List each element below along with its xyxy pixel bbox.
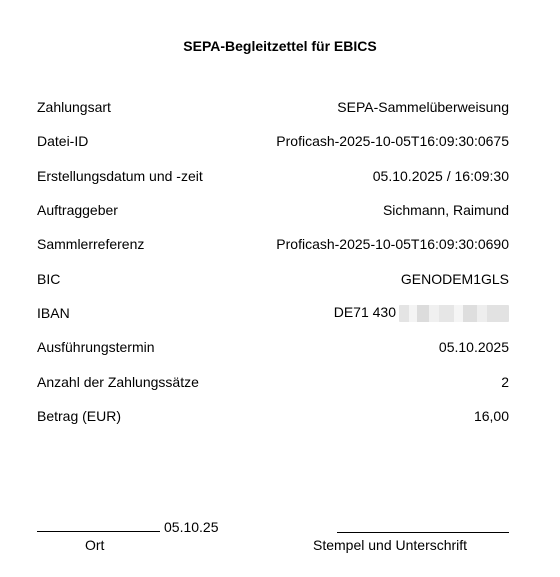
row-value: 16,00 — [473, 407, 509, 424]
row-label: IBAN — [37, 304, 70, 321]
row-value: Sichmann, Raimund — [382, 202, 509, 219]
row-value: 05.10.2025 — [438, 339, 509, 356]
row-label: Anzahl der Zahlungssätze — [37, 373, 199, 390]
row-zahlungsart — [37, 90, 509, 124]
row-label: Betrag (EUR) — [37, 407, 122, 424]
row-value: 2 — [501, 373, 509, 390]
redacted-blur — [399, 305, 509, 322]
row-betrag — [37, 399, 509, 433]
row-label: Erstellungsdatum und -zeit — [37, 167, 203, 184]
row-label: Sammlerreferenz — [37, 236, 145, 253]
row-value: Proficash-2025-10-05T16:09:30:0690 — [276, 236, 509, 253]
iban-visible-part: DE71 430 — [333, 304, 396, 321]
row-anzahl-zahlungssaetze — [37, 364, 509, 398]
row-value: Proficash-2025-10-05T16:09:30:0675 — [276, 133, 509, 150]
row-ausfuehrungstermin — [37, 330, 509, 364]
stamp-signature-label: Stempel und Unterschrift — [313, 537, 468, 553]
row-erstellungsdatum — [37, 159, 509, 193]
details-list — [37, 90, 509, 433]
row-value: 05.10.2025 / 16:09:30 — [372, 167, 509, 184]
row-label: Zahlungsart — [37, 99, 111, 116]
place-date-signature-line — [37, 519, 219, 535]
row-sammlerreferenz — [37, 227, 509, 261]
place-line — [37, 519, 160, 532]
stamp-signature-line — [337, 519, 509, 533]
row-label: Datei-ID — [37, 133, 89, 150]
row-iban — [37, 296, 509, 330]
place-label: Ort — [85, 537, 105, 553]
row-value — [334, 304, 509, 322]
row-value: GENODEM1GLS — [400, 270, 509, 287]
row-label: Auftraggeber — [37, 202, 118, 219]
row-label: Ausführungstermin — [37, 339, 155, 356]
row-label: BIC — [37, 270, 61, 287]
signature-date: 05.10.25 — [164, 519, 219, 535]
document-title: SEPA-Begleitzettel für EBICS — [183, 38, 377, 54]
row-bic — [37, 261, 509, 295]
row-auftraggeber — [37, 193, 509, 227]
row-datei-id — [37, 124, 509, 158]
row-value: SEPA-Sammelüberweisung — [337, 99, 509, 116]
